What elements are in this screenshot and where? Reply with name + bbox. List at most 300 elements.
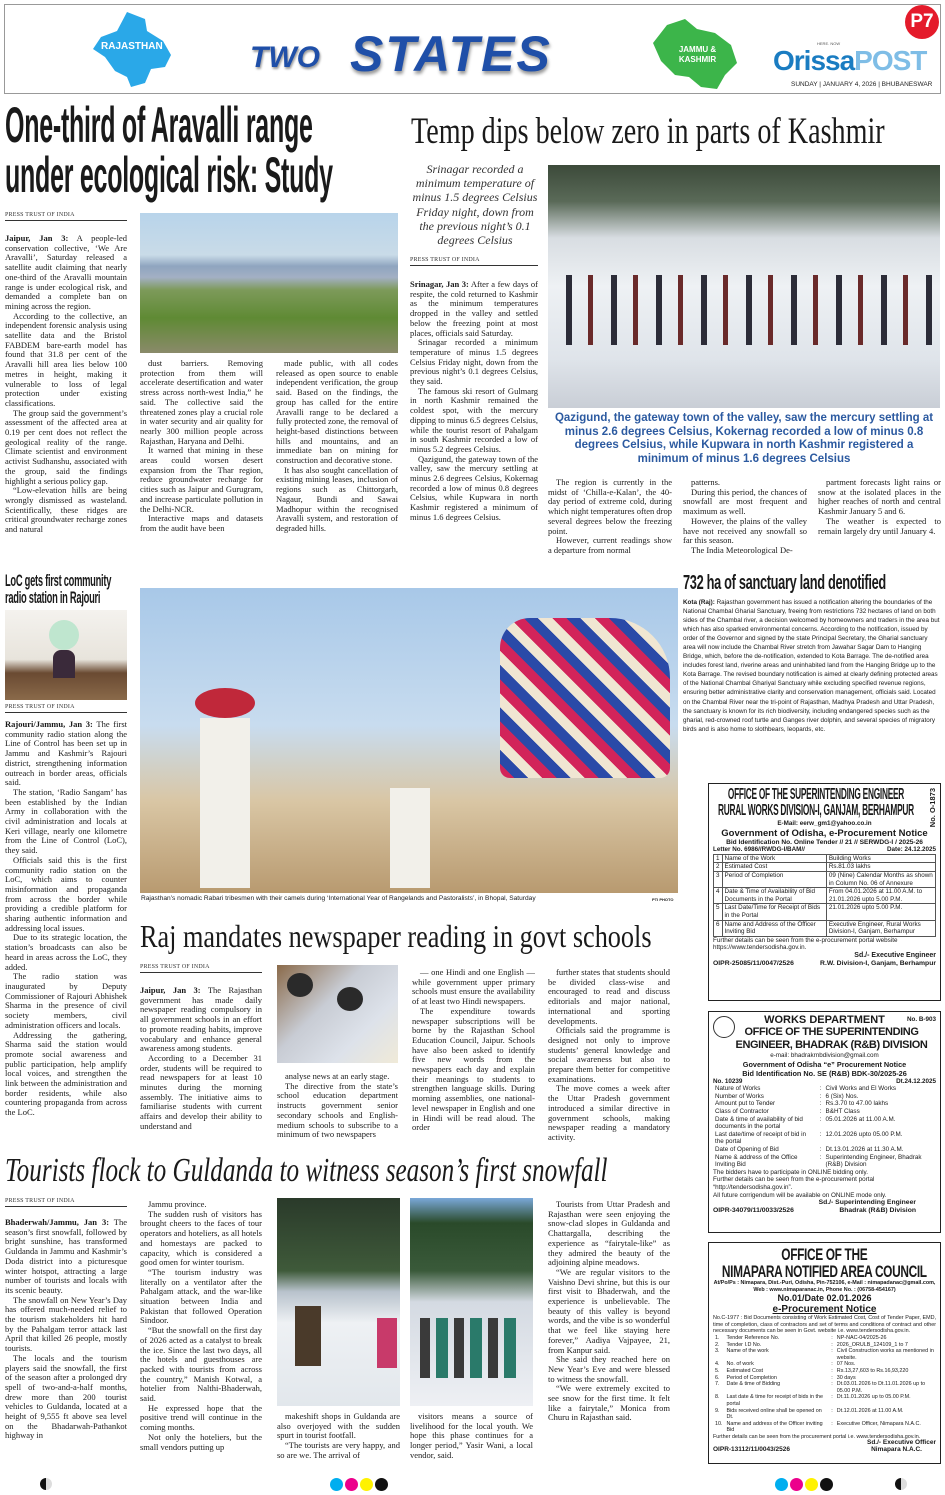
paragraph xyxy=(140,986,262,1054)
sign-title: Sd./- Executive Engineer xyxy=(854,951,936,959)
paragraph-text: The first community radio station along the Line of Control has been set up in Jammu and Kashmir’s Rajouri district, strengthening information outreach in border areas, officials said. xyxy=(5,720,127,788)
cmyk-yellow-mark xyxy=(805,1478,818,1491)
tender-note: The bidders have to participate in ONLINE bidding only. xyxy=(713,1168,868,1176)
row-value: Rs.81.03 lakhs xyxy=(826,863,935,872)
ref-date: Dt.24.12.2025 xyxy=(896,1077,936,1085)
paragraph-text: “But the snowfall on the first day of 2026 acted as a catalyst to break the ice. Since the last two days, all the hotels and guesthouses are packed with tourists from across the country,” Manish Kotwal, a hotelier from Nalthi-Bhaderwah, said. xyxy=(140,1325,262,1404)
paragraph-text: “Low-elevation hills are being wrongly dismissed as wasteland. Scientifically, these ridges are critical groundwater recharge zones and natural xyxy=(5,485,127,535)
paragraph xyxy=(5,788,127,856)
paragraph-text: analyse news at an early stage. xyxy=(285,1072,390,1081)
row-number: 4. xyxy=(715,1361,720,1368)
row-label: Number of Works xyxy=(715,1092,764,1100)
row-number: 9. xyxy=(715,1407,720,1414)
photo-caption: Rajasthan’s nomadic Rabari tribesmen with their camels during ‘International Year of Rangelands and Pastoralists’, in Bhopal, Saturday xyxy=(141,895,536,902)
paragraph xyxy=(683,488,807,517)
oipr-row xyxy=(713,1207,936,1215)
article-column xyxy=(276,359,398,556)
paragraph xyxy=(5,720,127,788)
paragraph xyxy=(140,1054,262,1132)
row-value: Executive Officer, Nimapara N.A.C. xyxy=(836,1420,921,1427)
signatory xyxy=(713,952,936,960)
paragraph xyxy=(5,1031,127,1118)
rajasthan-label: RAJASTHAN xyxy=(101,41,163,52)
paragraph-text: The group said the government’s assessment of the affected area at 0.19 per cent does not reflect the geological reality of the range. Climate scientist and environment activist Sudhanshu, associated with the group, said the findings highlight a serious policy gap. xyxy=(5,407,127,486)
paragraph-text: dust barriers. Removing protection from them will accelerate desertification and water stress across north-west India,” he said. The collective said the threatened zones play a crucial role in water security and air quality for nearly 300 million people across Rajasthan, Haryana and Delhi. xyxy=(140,359,263,446)
paragraph xyxy=(410,280,538,338)
paragraph xyxy=(410,455,538,523)
paragraph xyxy=(548,1200,670,1268)
row-value: Executive Engineer, Rural Works Division-I, Ganjam, Berhampur xyxy=(826,920,935,936)
article-column xyxy=(548,968,670,1144)
paragraph xyxy=(410,387,538,455)
logo-orissa: Orissa xyxy=(773,45,855,76)
paragraph-text: A people-led conservation collective, ‘We Are Aravalli’, Saturday released a satellite audit claiming that nearly one-third of the Aravalli mountain range is under ecological risk, and demanded a complete ban on mining across the region. xyxy=(5,234,127,311)
row-value: Dt.03.01.2026 to Dt.11.01.2026 up to 05.00 P.M. xyxy=(836,1381,926,1394)
separator: : xyxy=(831,1341,833,1348)
title-states: STATES xyxy=(350,26,552,82)
paragraph xyxy=(140,1326,262,1404)
paragraph-text: The move comes a week after the Uttar Pradesh government introduced a similar directive in government schools, making newspaper reading a mandatory activity. xyxy=(548,1083,670,1142)
paragraph-text: Due to its strategic location, the station’s broadcasts can also be heard in areas across the LoC, they added. xyxy=(5,932,127,972)
row-label: Name & address of the Office Inviting Bid xyxy=(715,1153,798,1169)
paragraph-text: However, the plains of the valley have not received any snowfall so far this season. xyxy=(683,515,807,546)
row-number: 4 xyxy=(714,888,723,904)
row-label: Name of the work xyxy=(726,1348,769,1355)
paragraph xyxy=(410,1412,533,1461)
cmyk-magenta-mark xyxy=(790,1478,803,1491)
table-row xyxy=(714,888,936,904)
paragraph-text: Not only the hoteliers, but the small vendors putting up xyxy=(140,1431,262,1452)
row-value: Civil Construction works as mentioned in website. xyxy=(836,1348,934,1361)
paragraph xyxy=(5,972,127,1030)
students-reading-photo xyxy=(277,965,398,1063)
oipr-number: OIPR-25085/11/0047/2526 xyxy=(713,959,794,967)
table-row xyxy=(713,1408,936,1421)
sign-office: R.W. Division-I, Ganjam, Berhampur xyxy=(820,959,936,967)
dateline: Kota (Raj): xyxy=(683,599,715,606)
row-label: Date of Opening of Bid xyxy=(715,1145,779,1153)
paragraph xyxy=(412,1007,535,1133)
article-column xyxy=(548,478,672,558)
page-number-badge: P7 xyxy=(905,5,939,39)
tender-notice-ganjam xyxy=(708,783,941,1001)
headline-line-1: LoC gets first community xyxy=(5,571,112,590)
table-row xyxy=(713,1146,936,1154)
aravalli-range-photo xyxy=(140,213,398,353)
paragraph-text: makeshift shops in Guldanda are also overjoyed with the sudden spurt in tourist footfall. xyxy=(277,1412,400,1441)
row-label: Name and Address of the Officer Inviting Bid xyxy=(722,920,826,936)
paragraph-text: The radio station was inaugurated by Deputy Commissioner of Rajouri Abhishek Sharma in the presence of civil society members, civil administration officers and locals. xyxy=(5,971,127,1030)
table-row xyxy=(713,1361,936,1368)
row-label: Tender Reference No. xyxy=(726,1334,780,1341)
sign-office: Nimapara N.A.C. xyxy=(871,1446,922,1454)
paragraph xyxy=(683,546,807,556)
paragraph-text: It warned that mining in these areas could worsen desert expansion from the Thar region, reduce groundwater recharge for cities such as Jaipur and Gurugram, and increase particulate pollution in the Delhi-NCR. xyxy=(140,445,263,514)
tender-table xyxy=(713,854,936,937)
row-label: Estimated Cost xyxy=(726,1367,764,1374)
cmyk-yellow-mark xyxy=(360,1478,373,1491)
paragraph-text: The Rajasthan government has made daily newspaper reading compulsory in all government schools in an effort to promote reading habits, improve vocabulary and enhance general awareness among students. xyxy=(140,986,262,1054)
tender-title-1: OFFICE OF THE SUPERINTENDING xyxy=(744,1026,919,1038)
separator: : xyxy=(819,1100,822,1108)
article-column xyxy=(5,234,127,556)
row-value: 21.01.2026 upto 5.00 P.M. xyxy=(826,904,935,920)
row-number: 2. xyxy=(715,1341,720,1348)
logo-tagline: HERE. NOW xyxy=(817,41,841,46)
paragraph xyxy=(140,446,263,514)
logo-post: POST xyxy=(854,45,927,76)
ref-row xyxy=(713,1078,936,1086)
article-column xyxy=(818,478,941,558)
paragraph xyxy=(5,1354,127,1441)
paragraph xyxy=(548,478,672,536)
paragraph-text: The season’s first snowfall, followed by bright sunshine, has transformed Guldanda in Jammu and Kashmir’s Doda district into a picturesque winter hotspot, attracting a large number of tourists and locals with its scenic beauty. xyxy=(5,1218,127,1295)
registration-mark xyxy=(40,1478,52,1490)
row-number: 6. xyxy=(715,1374,720,1381)
tender-address: At/Po/Ps : Nimapara, Dist.-Puri, Odisha, Pin-752106, e-Mail : nimapadanac@gmail.com, xyxy=(713,1280,936,1286)
paragraph-text: The snowfall on New Year’s Day has offered much-needed relief to the tourism stakeholders hit hard by the Pahalgam terror attack last April that killed 26 people, mostly tourists. xyxy=(5,1294,127,1354)
article-column xyxy=(140,359,263,556)
paragraph-text: Tourists from Uttar Pradesh and Rajasthan were seen enjoying the snow-clad slopes in Guldanda and Chattargalla, describing the experience as “fairytale-like” as they admired the beauty of the adjoining alpine meadows. xyxy=(548,1200,670,1268)
separator: : xyxy=(819,1153,822,1161)
signatory: Sd./- Superintending Engineer xyxy=(818,1199,916,1207)
separator: : xyxy=(831,1407,833,1414)
paragraph xyxy=(140,1404,262,1433)
row-label: Name and address of the Officer inviting Bid xyxy=(726,1420,823,1434)
tender-title-wrap xyxy=(713,1246,936,1280)
paragraph-text: The famous ski resort of Gulmarg in north Kashmir remained the coldest spot, with the mercury dipping to minus 6.5 degrees Celsius, while the tourist resort of Pahalgam in south Kashmir recorded a low of minus 5.2 degrees Celsius. xyxy=(410,385,538,454)
row-value: Rs.13,27,603 to Rs.16,93,220 xyxy=(836,1367,909,1374)
separator: : xyxy=(831,1334,833,1341)
tender-title xyxy=(713,787,919,819)
jk-label-2: KASHMIR xyxy=(678,55,717,64)
row-label: Last date & time for receipt of bids in the portal xyxy=(726,1394,823,1407)
tender-title-1: OFFICE OF THE SUPERINTENDING ENGINEER xyxy=(727,787,905,803)
table-row xyxy=(714,871,936,887)
row-label: Date & time of availability of bid documents in the portal xyxy=(715,1115,803,1131)
title-two: TWO xyxy=(250,41,320,74)
paragraph-text: It has also sought cancellation of existing mining leases, inclusion of regions such as Chittorgarh, Nagaur, Bundi and Sawai Madhopur within the recognised Aravalli system, and restoration of degraded hills. xyxy=(276,464,398,533)
table-row xyxy=(714,854,936,863)
paragraph xyxy=(5,933,127,972)
tender-title-2: ENGINEER, BHADRAK (R&B) DIVISION xyxy=(735,1039,928,1051)
paragraph xyxy=(683,517,807,546)
cmyk-cyan-mark xyxy=(775,1478,788,1491)
paragraph-text: Interactive maps and datasets from the audit have been xyxy=(140,513,263,533)
tender-dept: WORKS DEPARTMENT xyxy=(764,1014,885,1026)
cmyk-magenta-mark xyxy=(345,1478,358,1491)
paragraph xyxy=(5,234,127,312)
article-column xyxy=(410,280,538,558)
tourists-headline: Tourists flock to Guldanda to witness season’s first snowfall xyxy=(5,1152,608,1189)
tender-ref: No.01/Date 02.01.2026 xyxy=(777,1293,872,1304)
row-value: 05.01.2026 at 11.00 A.M. xyxy=(825,1115,896,1123)
bid-id: Bid Identification No. Online Tender // 21 // SERWDG-I / 2025-26 xyxy=(726,838,923,846)
tender-table xyxy=(713,1335,936,1434)
paragraph xyxy=(140,1433,262,1452)
paragraph-text: The India Meteorological De- xyxy=(691,544,793,555)
tender-note: Further details can be seen from the e-procurement portal “http://tendersodisha.gov.in”. xyxy=(713,1176,875,1191)
article-column xyxy=(277,1072,398,1144)
tender-title-1: OFFICE OF THE xyxy=(781,1246,868,1264)
paragraph xyxy=(276,466,398,534)
table-row xyxy=(713,1342,936,1349)
separator: : xyxy=(819,1115,822,1123)
paragraph xyxy=(277,1441,400,1460)
paragraph-text: Qazigund, the gateway town of the valley, saw the mercury settling at minus 2.6 degrees Celsius, Kokernag recorded a low of minus 0.8 degrees Celsius, while Kupwara in north Kashmir registered a minimum of minus 1.6 degrees Celsius. xyxy=(410,453,538,522)
row-label: Date & Time of Availability of Bid Documents in the Portal xyxy=(722,888,826,904)
paragraph-text: visitors means a source of livelihood for the local youth. We hope this phase continues for a longer period,” Yasir Wani, a local vendor, said. xyxy=(410,1412,533,1460)
cmyk-cyan-mark xyxy=(330,1478,343,1491)
paragraph xyxy=(818,517,941,536)
table-row xyxy=(713,1116,936,1131)
paragraph-text: made public, with all codes released as open source to enable independent verification, the group said. Based on the findings, the group has called for the entire Aravalli range to be declared a fully protected zone, the removal of height-based distinctions between hills and mountains, and an immediate ban on mining for construction and decorative stone. xyxy=(276,359,398,466)
row-number: 3 xyxy=(714,871,723,887)
article-column xyxy=(5,720,127,1142)
row-label: Estimated Cost xyxy=(722,863,826,872)
cmyk-black-mark xyxy=(820,1478,833,1491)
photo-caption: Qazigund, the gateway town of the valley, saw the mercury settling at minus 2.6 degrees Celsius, Kokernag recorded a low of minus 0.8 degrees Celsius, while Kupwara in north Kashmir registered a minimum of minus 1.6 degrees Celsius xyxy=(554,412,934,465)
paragraph xyxy=(5,1296,127,1354)
tender-table xyxy=(713,1085,936,1169)
sanctuary-body xyxy=(683,598,941,734)
paragraph-text: patterns. xyxy=(691,478,721,487)
table-row xyxy=(713,1394,936,1407)
dateline: Bhaderwah/Jammu, Jan 3: xyxy=(5,1218,110,1227)
byline: PRESS TRUST OF INDIA xyxy=(410,257,538,266)
oipr-row xyxy=(713,1447,936,1454)
sign-office: Bhadrak (R&B) Division xyxy=(839,1206,916,1214)
row-number: 5 xyxy=(714,904,723,920)
headline-line-1: One-third of Aravalli range xyxy=(5,97,313,153)
registration-mark xyxy=(895,1478,907,1490)
tender-email: E-Mail: eerw_gm1@yahoo.co.in xyxy=(777,820,872,827)
separator: : xyxy=(819,1130,822,1138)
paragraph-text: He expressed hope that the positive trend will continue in the coming months. xyxy=(140,1402,262,1433)
row-label: Period of Completion xyxy=(726,1374,777,1381)
row-number: 1. xyxy=(715,1334,720,1341)
table-row xyxy=(714,863,936,872)
row-value: 09 (Nine) Calendar Months as shown in Column No. 06 of Annexure xyxy=(826,871,935,887)
table-row xyxy=(714,904,936,920)
photo-credit: PTI PHOTO xyxy=(652,897,674,902)
radio-station-photo xyxy=(5,610,127,700)
paragraph-text: However, current readings show a departure from normal xyxy=(548,535,672,555)
row-value: Civil Works and El Works xyxy=(825,1085,896,1093)
row-value: Dt.12.01.2026 at 11.00 A.M. xyxy=(836,1407,904,1414)
tender-title xyxy=(713,1026,936,1052)
paragraph-text: “The tourists are very happy, and so are we. The arrival of xyxy=(277,1440,400,1460)
separator: : xyxy=(831,1361,833,1368)
kashmir-deck: Srinagar recorded a minimum temperature of minus 1.5 degrees Celsius Friday night, down from the previous night’s 0.1 degrees Celsius xyxy=(412,162,538,248)
oipr-number: OIPR-13112/11/0043/2526 xyxy=(713,1446,790,1454)
paragraph xyxy=(5,409,127,487)
tender-notice-bhadrak xyxy=(708,1011,941,1233)
ref-no: No. 10239 xyxy=(713,1077,743,1085)
separator: : xyxy=(831,1420,833,1427)
separator: : xyxy=(819,1145,822,1153)
paragraph xyxy=(548,1355,670,1384)
paragraph xyxy=(140,1210,262,1268)
row-value: Building Works xyxy=(826,854,935,863)
oipr-row xyxy=(713,960,936,968)
article-column xyxy=(277,1412,400,1464)
article-text: Rajasthan government has issued a notification altering the boundaries of the National Chambal Gharial Sanctuary, freeing from restrictions 732 hectares of land on both sides of the Chambal river, a decision welcomed by homeowners and traders in the area but which has also sparked environmental concerns. According to the notification, issued by order of the Governor and signed by the state Principal Secretary, the Gharial sanctuary area will now include the Chambal River stretch from Jawahar Sagar Dam to Hanging Bridge, which, before the de-notification, extended to Kota Barrage. The de-notified area includes forest land, riverine areas and uninhabited land from the Hanging Bridge up to the Kota Barrage. The revised boundary notification is aimed at clearly defining protected areas of the National Chambal Ghariyal Sanctuary while excluding specified revenue regions, ensuring better administrative clarity and conservation management, officials said. Located on the Chambal River near the tri-point of Rajasthan, Madhya Pradesh and Uttar Pradesh, the sanctuary is known for its rich biodiversity, including endangered species such as the gharial, red-crowned roof turtle and Ganges river dolphin, and several species of migratory birds and is also home to slothbears, leopards, etc. xyxy=(683,599,940,733)
tender-title-2: NIMAPARA NOTIFIED AREA COUNCIL xyxy=(721,1262,927,1280)
newspaper-headline: Raj mandates newspaper reading in govt schools xyxy=(140,918,652,954)
table-row xyxy=(713,1335,936,1342)
paragraph xyxy=(277,1412,400,1441)
paragraph-text: partment forecasts light rains or snow at the isolated places in the higher reaches of north and central Kashmir January 5 and 6. xyxy=(818,478,941,517)
paragraph-text: The directive from the state’s school education department instructs government senior secondary schools and English-medium schools to subscribe to a minimum of two newspapers xyxy=(277,1080,398,1140)
table-row xyxy=(713,1085,936,1093)
table-row xyxy=(713,1154,936,1169)
tender-web: Web : www.nimaparanac.in, Phone No. : (06758-454167) xyxy=(753,1286,896,1293)
tender-email: e-mail: bhadrakrnbdivision@gmail.com xyxy=(770,1052,879,1059)
article-column xyxy=(410,1412,533,1464)
tender-number: No. B-903 xyxy=(906,1016,936,1023)
guldanda-snow-photo-2 xyxy=(410,1198,533,1406)
table-row xyxy=(713,1375,936,1382)
tender-title-2: RURAL WORKS DIVISION-I, GANJAM, BERHAMPUR xyxy=(718,802,914,819)
row-value: 30 days xyxy=(836,1374,856,1381)
tender-footer: Further details can be seen from the procurement portal i.e. www.tendersodisha.gov.in. xyxy=(713,1433,921,1440)
paragraph xyxy=(548,1026,670,1084)
row-label: Last Date/Time for Receipt of Bids in the Portal xyxy=(722,904,826,920)
tender-intro: No.C-1977 : Bid Documents consisting of Work Estimated Cost, Cost of Tender Paper, EMD, time of completion, class of contractors and set of terms and conditions of contract and other necessary documents can be seen in Govt. website i.e. www.tendersodisha.gov.in. xyxy=(713,1315,936,1335)
row-label: Tender I.D No. xyxy=(726,1341,762,1348)
separator: : xyxy=(831,1367,833,1374)
row-label: No. of work xyxy=(726,1361,754,1368)
headline-line-2: under ecological risk: Study xyxy=(5,147,333,203)
letter-date: Date: 24.12.2025 xyxy=(886,846,936,854)
tender-notice-title: Government of Odisha, e-Procurement Notice xyxy=(721,827,928,839)
table-row xyxy=(713,1131,936,1146)
tender-note: All future corrigendum will be available on ONLINE mode only. xyxy=(713,1191,887,1199)
paragraph-text: “We are regular visitors to the Vaishno Devi shrine, but this is our first visit to Bhaderwah, and the experience is unbelievable. The beauty of this valley is beyond words, and the vibe is so wonderful that we feel like staying here forever,” Aadiya Vajpayee, 21, from Kanpur said. xyxy=(548,1266,670,1355)
aravalli-headline xyxy=(5,97,333,203)
article-column xyxy=(140,986,262,1144)
table-row xyxy=(713,1108,936,1116)
dateline: Jaipur, Jan 3: xyxy=(140,986,201,995)
odisha-emblem-icon xyxy=(713,1016,735,1038)
row-value: Rs.3.70 to 47.00 lakhs xyxy=(825,1100,889,1108)
row-value: Dt.11.01.2026 up to 05.00 P.M. xyxy=(836,1394,911,1401)
jk-label-1: JAMMU & xyxy=(678,45,717,54)
paragraph-text: The locals and the tourism players said the snowfall, the first of the season after a prolonged dry spell of two-and-a-half months, drew more than 200 tourist vehicles to Guldanda, located at a height of 9,555 ft above sea level on the Bhadarwah-Pathankot highway in xyxy=(5,1352,127,1441)
paragraph xyxy=(818,478,941,517)
row-value: 2026_ORULB_124109_1 to 7 xyxy=(836,1341,908,1348)
row-label: Bids received online shall be opened on Dt. xyxy=(726,1407,822,1421)
row-number: 6 xyxy=(714,920,723,936)
paragraph-text: According to the collective, an independent forensic analysis using satellite data and the Bristol FABDEM bare-earth model has found that 31.8 per cent of the Aravalli hill area lies below 100 metres in height, making it vulnerable to loss of legal protection under existing classifications. xyxy=(5,310,127,408)
row-label: Class of Contractor xyxy=(715,1107,769,1115)
paragraph-text: — one Hindi and one English — while government upper primary schools must ensure the availability of at least two Hindi newspapers. xyxy=(412,968,535,1007)
letter-no: Letter No. 6986//RWDG-I/BAM// xyxy=(713,846,805,854)
paragraph xyxy=(140,514,263,533)
row-number: 8. xyxy=(715,1394,720,1401)
paragraph xyxy=(5,312,127,409)
headline-line-2: radio station in Rajouri xyxy=(5,588,101,607)
paragraph-text: The expenditure towards newspaper subscriptions will be borne by the Rajasthan School Education Council, Jaipur. Schools have also been asked to identify five new words from the newspapers each day and explain their meanings to students to strengthen language skills. During morning assemblies, one national-level newspaper in English and one in Hindi will be read aloud. The order xyxy=(412,1005,535,1133)
tender-number: No. O-1873 xyxy=(928,788,937,828)
row-value: From 04.01.2026 at 11.00 A.M. to 21.01.2026 upto 5.00 P.M. xyxy=(826,888,935,904)
table-row xyxy=(713,1348,936,1361)
separator: : xyxy=(831,1381,833,1388)
row-value: Dt.13.01.2026 at 11.30 A.M. xyxy=(825,1145,904,1153)
row-number: 10. xyxy=(715,1420,723,1427)
jk-label xyxy=(670,45,725,65)
paragraph xyxy=(548,1268,670,1355)
paragraph-text: During this period, the chances of snowfall are most frequent and maximum as well. xyxy=(683,486,807,517)
paragraph-text: Jammu province. xyxy=(148,1200,207,1209)
guldanda-snow-photo-1 xyxy=(277,1198,400,1406)
row-value: Superintending Engineer, Bhadrak (R&B) Division xyxy=(825,1153,922,1169)
separator: : xyxy=(831,1374,833,1381)
row-number: 1 xyxy=(714,854,723,863)
table-row xyxy=(713,1368,936,1375)
separator: : xyxy=(819,1092,822,1100)
table-row xyxy=(713,1093,936,1101)
paragraph xyxy=(548,968,670,1026)
paragraph-text: According to a December 31 order, students will be required to read newspapers for at least 10 minutes during the morning assembly. The initiative aims to familiarise students with current affairs and develop their ability to understand and xyxy=(140,1052,262,1131)
tender-notice-title: Government of Odisha “e” Procurement Notice xyxy=(742,1059,907,1069)
article-column xyxy=(140,1200,262,1464)
row-label: Period of Completion xyxy=(722,871,826,887)
table-row xyxy=(714,920,936,936)
paragraph-text: “The tourism industry was literally on a ventilator after the Pahalgam attack, and the war-like situation between India and Pakistan that followed Operation Sindoor. xyxy=(140,1266,262,1326)
paragraph xyxy=(5,486,127,535)
letter-row xyxy=(713,846,936,854)
row-value: 12.01.2026 upto 05.00 P.M. xyxy=(825,1130,903,1138)
paragraph xyxy=(140,1268,262,1326)
paragraph xyxy=(140,359,263,446)
table-row xyxy=(713,1381,936,1394)
tender-title-wrap xyxy=(713,787,919,820)
table-row xyxy=(713,1421,936,1434)
separator: : xyxy=(831,1394,833,1401)
paragraph-text: After a few days of respite, the cold returned to Kashmir as the minimum temperatures dropped in the valley and settled below the freezing point at most places, officials said Saturday. xyxy=(410,280,538,338)
dateline: Rajouri/Jammu, Jan 3: xyxy=(5,720,93,729)
oipr-number: OIPR-34079/11/0033/2526 xyxy=(713,1206,794,1214)
tender-notice-nimapara xyxy=(708,1242,941,1464)
row-label: Amount put to Tender xyxy=(715,1100,776,1108)
paragraph xyxy=(548,536,672,555)
paragraph xyxy=(410,338,538,387)
row-value: B&HT Class xyxy=(825,1107,860,1115)
byline: PRESS TRUST OF INDIA xyxy=(5,212,127,221)
paragraph-text: The sudden rush of visitors has brought cheers to the faces of tour operators and hoteliers, as all hotels and homestays are packed to capacity, which is considered a good omen for winter tourism. xyxy=(140,1208,262,1268)
row-value: 6 (Six) Nos. xyxy=(825,1092,859,1100)
row-value: NP-NAC-04/2025-26 xyxy=(836,1334,887,1341)
separator: : xyxy=(819,1085,822,1093)
table-row xyxy=(713,1100,936,1108)
byline: PRESS TRUST OF INDIA xyxy=(5,1198,127,1207)
separator: : xyxy=(819,1107,822,1115)
row-value: 07 Nos. xyxy=(836,1361,856,1368)
sanctuary-headline: 732 ha of sanctuary land denotified xyxy=(683,572,886,594)
row-number: 3. xyxy=(715,1348,720,1355)
kashmir-snow-photo xyxy=(548,165,940,408)
paragraph xyxy=(548,1084,670,1142)
kashmir-headline: Temp dips below zero in parts of Kashmir xyxy=(411,111,885,152)
row-label: Last date/time of receipt of bid in the portal xyxy=(715,1130,807,1146)
paragraph-text: Officials said the programme is designed not only to improve students’ general knowledge and social awareness but also to prepare them better for competitive examinations. xyxy=(548,1025,670,1084)
paragraph xyxy=(5,1218,127,1296)
paragraph-text: The weather is expected to remain largely dry until January 4. xyxy=(818,515,941,536)
dateline: Jaipur, Jan 3: xyxy=(5,234,69,243)
byline: PRESS TRUST OF INDIA xyxy=(140,964,262,973)
